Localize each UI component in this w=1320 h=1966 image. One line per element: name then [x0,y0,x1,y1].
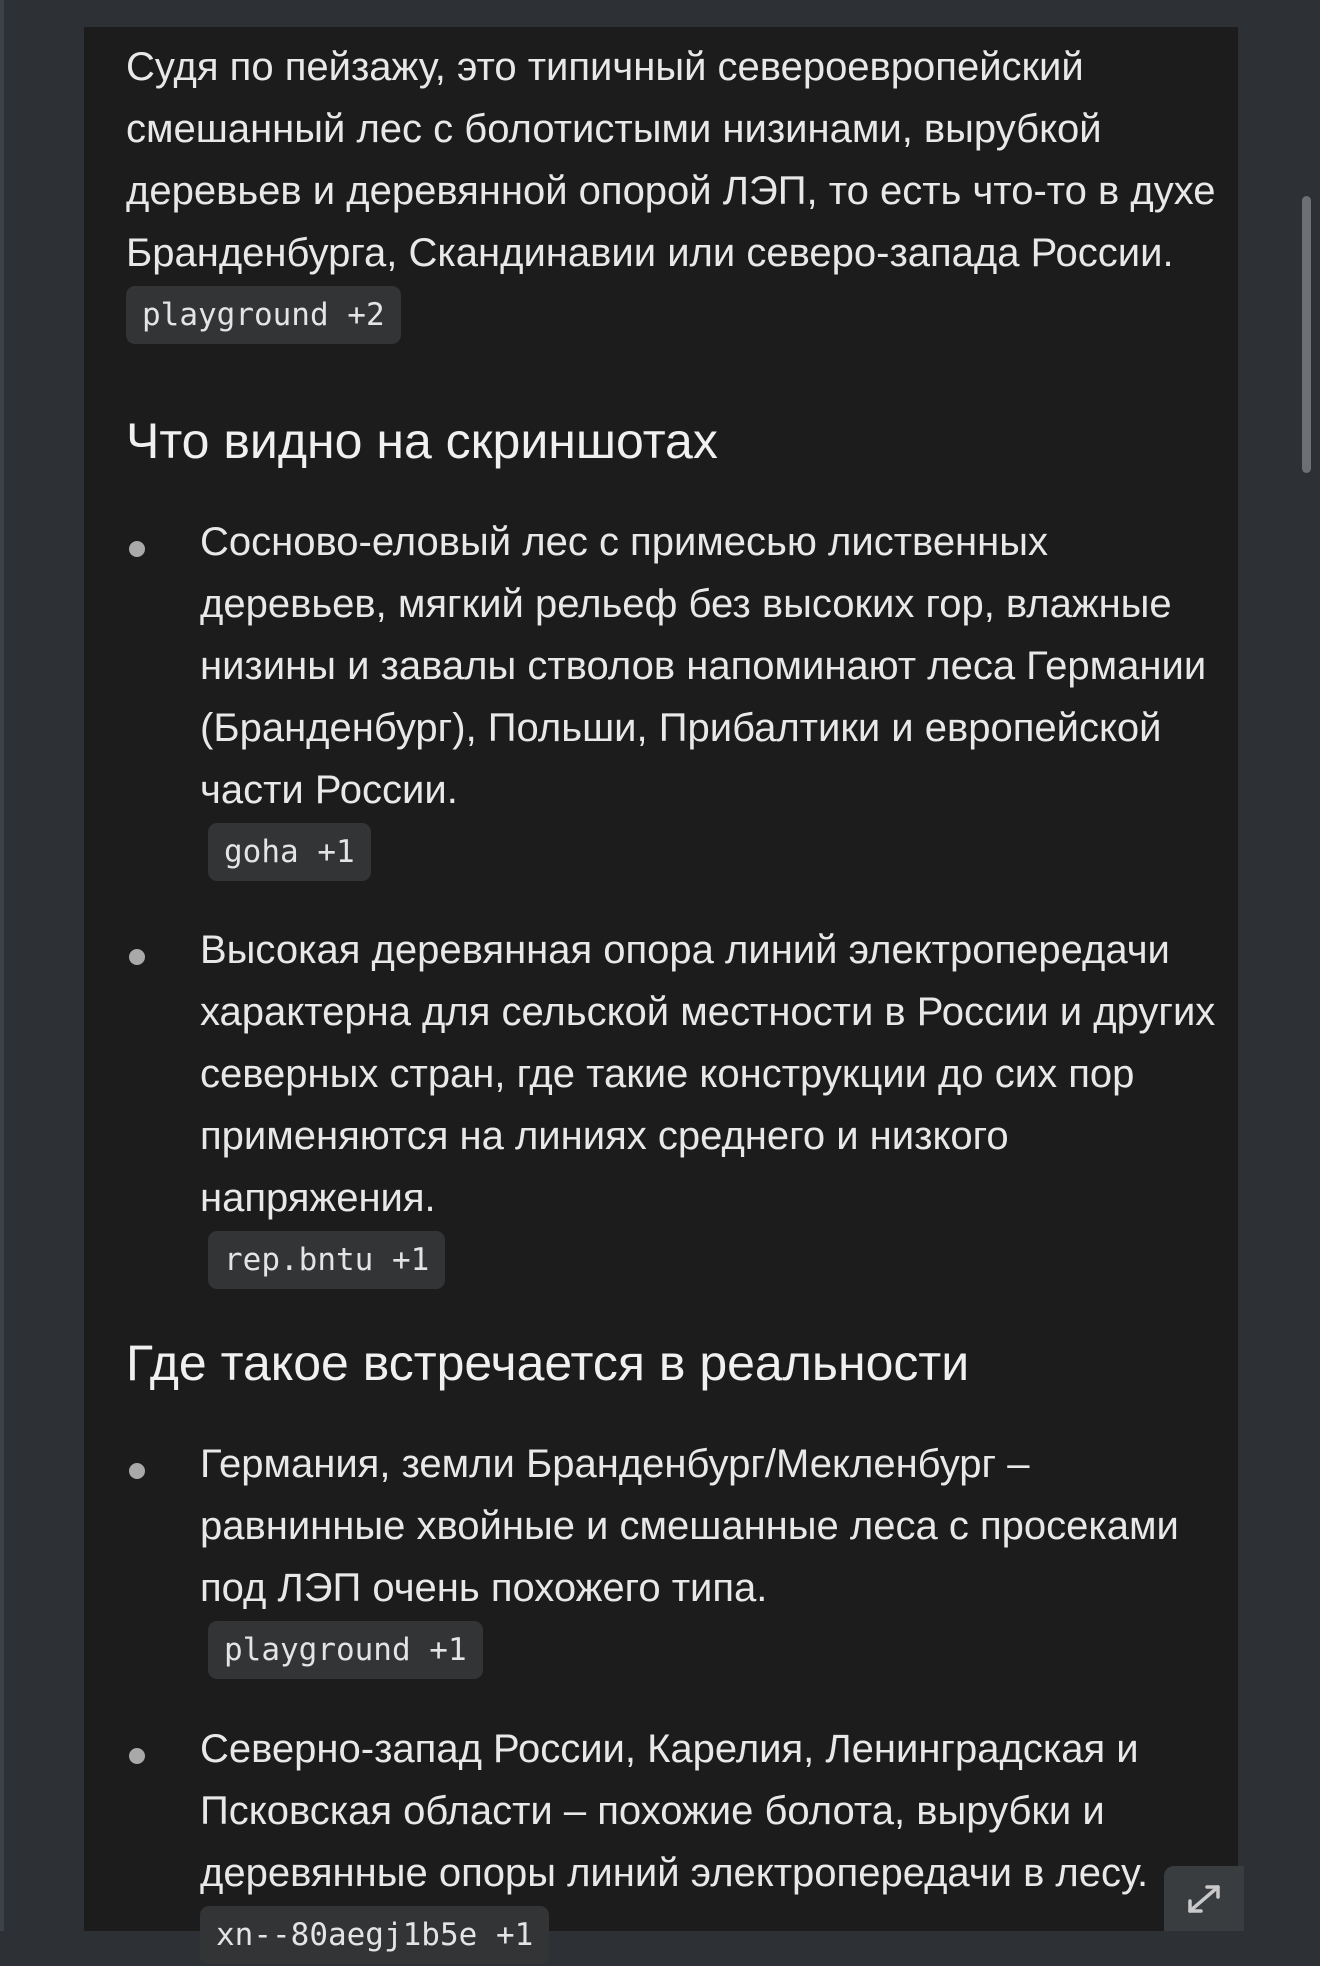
expand-button[interactable] [1164,1866,1244,1931]
source-chip[interactable]: rep.bntu +1 [208,1231,445,1289]
list-item-text: Высокая деревянная опора линий электропередачи характерна для сельской местности в России и других северных стран, где такие конструкции до сих пор применяются на линиях среднего и низкого напряжения. [200,928,1216,1220]
source-chip[interactable]: playground +1 [208,1621,483,1679]
list-item-body [200,1718,1220,1966]
intro-text: Судя по пейзажу, это типичный североевропейский смешанный лес с болотистыми низинами, вырубкой деревьев и деревянной опорой ЛЭП, то есть что-то в духе Бранденбурга, Скандинавии или северо-запада России. [126,45,1216,275]
response-panel [84,27,1238,1954]
list-item-text: Германия, земли Бранденбург/Мекленбург – равнинные хвойные и смешанные леса с просеками под ЛЭП очень похожего типа. [200,1442,1179,1610]
section-heading: Где такое встречается в реальности [126,1335,970,1391]
list-item-text: Северно-запад России, Карелия, Ленинградская и Псковская области – похожие болота, вырубки и деревянные опоры линий электропередачи в лесу. [200,1727,1149,1895]
window-edge [0,0,4,1931]
list-item-body [200,511,1220,883]
source-chip[interactable]: xn--80aegj1b5e +1 [200,1906,549,1964]
intro-paragraph [126,36,1226,346]
bullet-dot [129,541,145,557]
bullet-dot [129,949,145,965]
section-heading: Что видно на скриншотах [126,413,718,469]
source-chip[interactable]: playground +2 [126,286,401,344]
list-item-text: Сосново-еловый лес с примесью лиственных деревьев, мягкий рельеф без высоких гор, влажные низины и завалы стволов напоминают леса Германии (Бранденбург), Польши, Прибалтики и европейской части России. [200,520,1207,812]
expand-diagonal-arrows-icon [1183,1880,1225,1918]
scrollbar-thumb[interactable] [1302,196,1311,473]
bullet-dot [129,1463,145,1479]
bullet-dot [129,1748,145,1764]
source-chip[interactable]: goha +1 [208,823,371,881]
list-item-body [200,919,1220,1291]
list-item-body [200,1433,1220,1681]
